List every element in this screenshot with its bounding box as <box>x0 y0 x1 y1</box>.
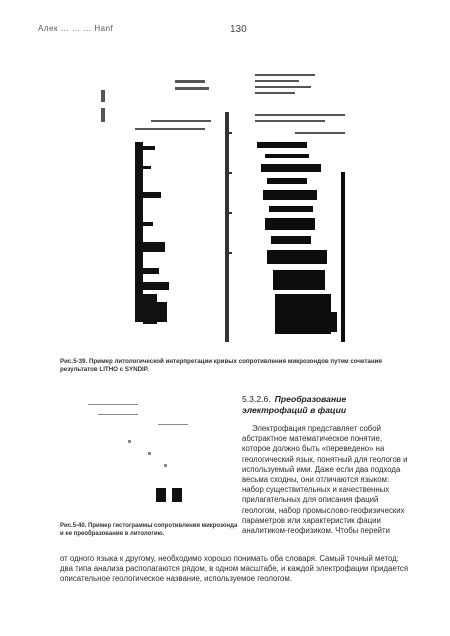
figure-well-log <box>95 72 385 352</box>
body-paragraph-right <box>242 424 412 536</box>
figure-caption-text: Пример литологической интерпретации кривых сопротивления микрозондов путем сочетания результатов LITHO с SYNDIP. <box>60 358 382 373</box>
figure-small-text: Пример гистограммы сопротивления микрозонда и ее преобразования в литологию. <box>60 523 238 537</box>
figure-caption-label: Рис.5-39. <box>60 358 88 365</box>
section-number: 5.3.2.6. <box>242 394 271 404</box>
section-title: Преобразование электрофаций в фации <box>242 394 347 415</box>
figure-histogram <box>68 400 228 518</box>
figure-header-labels <box>101 74 345 134</box>
page-number: 130 <box>230 24 247 35</box>
section-heading <box>242 394 412 416</box>
figure-caption-top <box>60 358 390 374</box>
lithology-track <box>135 142 169 324</box>
depth-track <box>225 112 232 342</box>
paragraph-text: Электрофация представляет собой абстрактное математическое понятие, которое должно быть «переведено» на геологический язык, понятный для геологов и используемый ими. Даже если два подхода весьма сходны, они отличаются языком: набор существительных и качественных прилагательных для описания фаций геологом, набор промыслово-геофизических параметров или характеристик фации аналитиком-геофизиком. Чтобы перейти <box>242 424 408 536</box>
paragraph-text-bottom: от одного языка к другому, необходимо хорошо понимать оба словаря. Самый точный метод: два типа анализа располагаются рядом, в одном масштабе, и каждой электрофации придается описательное геологическое название, используемое геологом. <box>60 554 409 584</box>
histogram-bars <box>156 488 182 502</box>
figure-small-label: Рис.5-40. <box>60 523 87 529</box>
body-paragraph-bottom <box>60 554 412 585</box>
resistivity-track <box>257 142 345 342</box>
running-header: Алек … … … Hanf <box>38 24 114 33</box>
figure-caption-small <box>60 522 240 538</box>
